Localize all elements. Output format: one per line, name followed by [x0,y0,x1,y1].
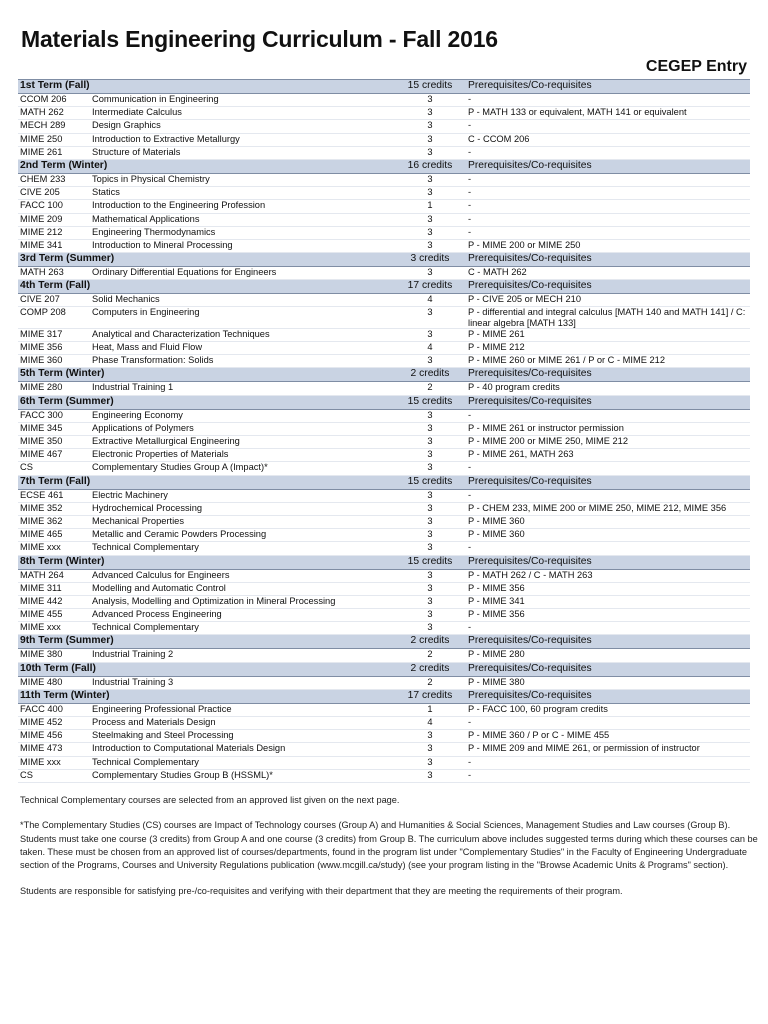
course-code: MIME 212 [18,226,90,239]
course-title: Applications of Polymers [90,422,394,435]
term-header-row [18,475,750,489]
course-code: MECH 289 [18,120,90,133]
course-credits: 4 [394,717,466,730]
course-prerequisites: - [466,409,750,422]
curriculum-table [18,79,750,783]
term-name: 11th Term (Winter) [18,689,394,703]
notes-section [20,794,760,910]
course-prerequisites: P - MATH 262 / C - MATH 263 [466,569,750,582]
course-credits: 2 [394,649,466,662]
term-credits: 15 credits [394,395,466,409]
course-credits: 3 [394,756,466,769]
term-header-row [18,159,750,173]
course-credits: 2 [394,382,466,395]
course-row [18,328,750,341]
course-row [18,342,750,355]
term-credits: 2 credits [394,368,466,382]
course-prerequisites: P - CIVE 205 or MECH 210 [466,294,750,307]
course-row [18,769,750,782]
course-row [18,307,750,328]
prerequisites-header: Prerequisites/Co-requisites [466,280,750,294]
course-title: Industrial Training 3 [90,676,394,689]
term-name: 5th Term (Winter) [18,368,394,382]
course-prerequisites: P - MIME 360 / P or C - MIME 455 [466,730,750,743]
course-row [18,515,750,528]
prerequisites-header: Prerequisites/Co-requisites [466,368,750,382]
course-credits: 1 [394,703,466,716]
term-header-row [18,395,750,409]
course-credits: 3 [394,146,466,159]
course-title: Statics [90,187,394,200]
course-row [18,133,750,146]
course-credits: 3 [394,569,466,582]
course-credits: 3 [394,355,466,368]
course-credits: 4 [394,294,466,307]
course-prerequisites: P - MIME 280 [466,649,750,662]
term-name: 7th Term (Fall) [18,475,394,489]
course-row [18,489,750,502]
course-title: Modelling and Automatic Control [90,582,394,595]
course-row [18,622,750,635]
course-title: Communication in Engineering [90,94,394,107]
course-prerequisites: P - MIME 260 or MIME 261 / P or C - MIME 212 [466,355,750,368]
term-credits: 15 credits [394,555,466,569]
course-prerequisites: P - MIME 261 or instructor permission [466,422,750,435]
course-prerequisites: P - MIME 380 [466,676,750,689]
course-code: MIME 311 [18,582,90,595]
course-code: MIME 442 [18,595,90,608]
course-row [18,609,750,622]
course-credits: 3 [394,239,466,252]
term-header-row [18,635,750,649]
course-title: Solid Mechanics [90,294,394,307]
course-credits: 3 [394,502,466,515]
course-prerequisites: - [466,146,750,159]
term-credits: 16 credits [394,159,466,173]
term-credits: 17 credits [394,689,466,703]
course-title: Introduction to Computational Materials Design [90,743,394,756]
course-title: Industrial Training 1 [90,382,394,395]
course-title: Intermediate Calculus [90,107,394,120]
course-code: MIME 356 [18,342,90,355]
course-prerequisites: P - MIME 200 or MIME 250, MIME 212 [466,436,750,449]
course-code: MIME 280 [18,382,90,395]
course-credits: 1 [394,200,466,213]
course-row [18,422,750,435]
course-code: MIME 360 [18,355,90,368]
course-title: Introduction to the Engineering Profession [90,200,394,213]
page-title: Materials Engineering Curriculum - Fall 2016 [21,26,498,52]
course-credits: 3 [394,449,466,462]
course-credits: 3 [394,94,466,107]
course-credits: 3 [394,595,466,608]
course-code: CIVE 205 [18,187,90,200]
course-title: Analytical and Characterization Techniques [90,328,394,341]
course-title: Mathematical Applications [90,213,394,226]
course-row [18,756,750,769]
course-code: CCOM 206 [18,94,90,107]
course-credits: 3 [394,609,466,622]
course-credits: 3 [394,436,466,449]
course-title: Ordinary Differential Equations for Engineers [90,267,394,280]
course-code: MIME 380 [18,649,90,662]
term-credits: 3 credits [394,253,466,267]
course-row [18,94,750,107]
course-title: Structure of Materials [90,146,394,159]
course-credits: 2 [394,676,466,689]
course-credits: 3 [394,542,466,555]
course-title: Heat, Mass and Fluid Flow [90,342,394,355]
course-code: MIME 467 [18,449,90,462]
course-title: Advanced Calculus for Engineers [90,569,394,582]
term-header-row [18,80,750,94]
course-title: Extractive Metallurgical Engineering [90,436,394,449]
course-prerequisites: P - MIME 209 and MIME 261, or permission of instructor [466,743,750,756]
course-code: MATH 263 [18,267,90,280]
course-credits: 3 [394,307,466,328]
term-credits: 15 credits [394,80,466,94]
course-prerequisites: P - MIME 341 [466,595,750,608]
course-prerequisites: P - MIME 356 [466,582,750,595]
course-title: Process and Materials Design [90,717,394,730]
course-code: CS [18,769,90,782]
course-prerequisites: - [466,717,750,730]
course-credits: 3 [394,422,466,435]
course-title: Electric Machinery [90,489,394,502]
prerequisites-header: Prerequisites/Co-requisites [466,635,750,649]
course-credits: 3 [394,107,466,120]
course-prerequisites: P - MIME 212 [466,342,750,355]
course-prerequisites: P - CHEM 233, MIME 200 or MIME 250, MIME 212, MIME 356 [466,502,750,515]
course-credits: 3 [394,769,466,782]
term-header-row [18,689,750,703]
course-title: Complementary Studies Group B (HSSML)* [90,769,394,782]
term-name: 6th Term (Summer) [18,395,394,409]
course-code: MIME 350 [18,436,90,449]
note-technical-complementary: Technical Complementary courses are selected from an approved list given on the next page. [20,795,400,805]
course-row [18,529,750,542]
course-title: Analysis, Modelling and Optimization in Mineral Processing [90,595,394,608]
course-title: Technical Complementary [90,622,394,635]
course-title: Hydrochemical Processing [90,502,394,515]
course-row [18,436,750,449]
course-title: Phase Transformation: Solids [90,355,394,368]
course-row [18,595,750,608]
course-title: Complementary Studies Group A (Impact)* [90,462,394,475]
prerequisites-header: Prerequisites/Co-requisites [466,689,750,703]
course-code: MIME 452 [18,717,90,730]
course-title: Technical Complementary [90,756,394,769]
course-prerequisites: P - MIME 200 or MIME 250 [466,239,750,252]
course-title: Computers in Engineering [90,307,394,328]
term-name: 4th Term (Fall) [18,280,394,294]
course-title: Technical Complementary [90,542,394,555]
course-prerequisites: - [466,173,750,186]
course-title: Topics in Physical Chemistry [90,173,394,186]
course-code: MIME 345 [18,422,90,435]
course-prerequisites: P - MIME 356 [466,609,750,622]
course-row [18,294,750,307]
term-credits: 17 credits [394,280,466,294]
term-name: 9th Term (Summer) [18,635,394,649]
course-prerequisites: - [466,769,750,782]
course-prerequisites: P - MATH 133 or equivalent, MATH 141 or equivalent [466,107,750,120]
course-credits: 3 [394,328,466,341]
course-row [18,462,750,475]
course-row [18,542,750,555]
course-credits: 3 [394,409,466,422]
course-title: Electronic Properties of Materials [90,449,394,462]
course-prerequisites: - [466,462,750,475]
course-row [18,502,750,515]
course-row [18,703,750,716]
term-header-row [18,368,750,382]
course-prerequisites: - [466,187,750,200]
course-row [18,173,750,186]
course-code: MIME 473 [18,743,90,756]
course-code: MIME xxx [18,756,90,769]
prerequisites-header: Prerequisites/Co-requisites [466,159,750,173]
course-row [18,409,750,422]
course-row [18,717,750,730]
course-row [18,267,750,280]
course-code: MIME 456 [18,730,90,743]
course-code: COMP 208 [18,307,90,328]
course-prerequisites: P - MIME 360 [466,529,750,542]
course-row [18,449,750,462]
course-row [18,743,750,756]
course-code: MIME 465 [18,529,90,542]
course-row [18,239,750,252]
course-row [18,107,750,120]
course-prerequisites: - [466,542,750,555]
course-credits: 3 [394,622,466,635]
course-code: FACC 100 [18,200,90,213]
course-prerequisites: P - MIME 261, MATH 263 [466,449,750,462]
course-row [18,200,750,213]
course-code: MIME 352 [18,502,90,515]
course-row [18,355,750,368]
course-code: CS [18,462,90,475]
course-code: ECSE 461 [18,489,90,502]
course-prerequisites: P - differential and integral calculus [MATH 140 and MATH 141] / C: linear algebra [MATH 133] [466,307,750,328]
course-code: MIME 209 [18,213,90,226]
course-credits: 3 [394,515,466,528]
course-title: Industrial Training 2 [90,649,394,662]
course-credits: 3 [394,226,466,239]
course-credits: 3 [394,187,466,200]
course-code: MIME 250 [18,133,90,146]
term-credits: 2 credits [394,662,466,676]
course-code: CIVE 207 [18,294,90,307]
note-complementary-studies: *The Complementary Studies (CS) courses are Impact of Technology courses (Group A) and Humanities & Social Sciences, Management Studies and Law courses (Group B). Students must take one course (3 credits) from Group A and one course (3 credits) from Group B. The curriculum above includes suggested terms during which these courses can be taken. These must be chosen from an approved list of courses/departments, found in the program list under "Complementary Studies" in the Faculty of Engineering Undergraduate section of the Programs, Courses and University Regulations publication (www.mcgill.ca/study) (see your program listing in the "Browse Academic Units & Programs" section). [20,820,758,871]
course-code: MIME 261 [18,146,90,159]
course-credits: 3 [394,730,466,743]
course-row [18,146,750,159]
course-prerequisites: - [466,120,750,133]
term-name: 10th Term (Fall) [18,662,394,676]
course-credits: 3 [394,529,466,542]
course-row [18,676,750,689]
course-row [18,649,750,662]
term-credits: 2 credits [394,635,466,649]
course-code: MATH 262 [18,107,90,120]
course-prerequisites: - [466,489,750,502]
course-title: Engineering Professional Practice [90,703,394,716]
course-code: FACC 300 [18,409,90,422]
course-code: MIME xxx [18,542,90,555]
course-row [18,582,750,595]
course-row [18,730,750,743]
course-code: MIME 480 [18,676,90,689]
course-code: FACC 400 [18,703,90,716]
prerequisites-header: Prerequisites/Co-requisites [466,395,750,409]
course-credits: 3 [394,173,466,186]
course-prerequisites: - [466,94,750,107]
course-row [18,120,750,133]
course-title: Introduction to Extractive Metallurgy [90,133,394,146]
course-code: MATH 264 [18,569,90,582]
course-credits: 3 [394,462,466,475]
course-prerequisites: - [466,200,750,213]
course-code: MIME 455 [18,609,90,622]
course-row [18,569,750,582]
prerequisites-header: Prerequisites/Co-requisites [466,80,750,94]
course-row [18,382,750,395]
course-title: Introduction to Mineral Processing [90,239,394,252]
course-credits: 3 [394,743,466,756]
term-name: 8th Term (Winter) [18,555,394,569]
course-credits: 3 [394,213,466,226]
course-prerequisites: P - MIME 360 [466,515,750,528]
course-title: Steelmaking and Steel Processing [90,730,394,743]
course-credits: 3 [394,133,466,146]
prerequisites-header: Prerequisites/Co-requisites [466,662,750,676]
course-row [18,226,750,239]
course-title: Engineering Thermodynamics [90,226,394,239]
course-prerequisites: - [466,756,750,769]
course-code: MIME xxx [18,622,90,635]
course-prerequisites: C - CCOM 206 [466,133,750,146]
term-header-row [18,253,750,267]
course-prerequisites: - [466,226,750,239]
term-name: 2nd Term (Winter) [18,159,394,173]
course-credits: 3 [394,120,466,133]
course-credits: 4 [394,342,466,355]
course-code: MIME 341 [18,239,90,252]
course-credits: 3 [394,489,466,502]
term-header-row [18,662,750,676]
prerequisites-header: Prerequisites/Co-requisites [466,253,750,267]
term-credits: 15 credits [394,475,466,489]
course-prerequisites: - [466,213,750,226]
course-row [18,187,750,200]
course-code: MIME 362 [18,515,90,528]
note-student-responsibility: Students are responsible for satisfying pre-/co-requisites and verifying with their department that they are meeting the requirements of their program. [20,885,623,896]
course-title: Mechanical Properties [90,515,394,528]
term-header-row [18,555,750,569]
course-title: Metallic and Ceramic Powders Processing [90,529,394,542]
course-prerequisites: P - 40 program credits [466,382,750,395]
course-prerequisites: C - MATH 262 [466,267,750,280]
course-title: Advanced Process Engineering [90,609,394,622]
prerequisites-header: Prerequisites/Co-requisites [466,555,750,569]
term-header-row [18,280,750,294]
course-row [18,213,750,226]
course-prerequisites: P - MIME 261 [466,328,750,341]
course-title: Design Graphics [90,120,394,133]
prerequisites-header: Prerequisites/Co-requisites [466,475,750,489]
course-code: MIME 317 [18,328,90,341]
course-code: CHEM 233 [18,173,90,186]
entry-type-label: CEGEP Entry [645,58,747,75]
term-name: 3rd Term (Summer) [18,253,394,267]
course-prerequisites: P - FACC 100, 60 program credits [466,703,750,716]
term-name: 1st Term (Fall) [18,80,394,94]
course-prerequisites: - [466,622,750,635]
course-credits: 3 [394,267,466,280]
course-credits: 3 [394,582,466,595]
course-title: Engineering Economy [90,409,394,422]
